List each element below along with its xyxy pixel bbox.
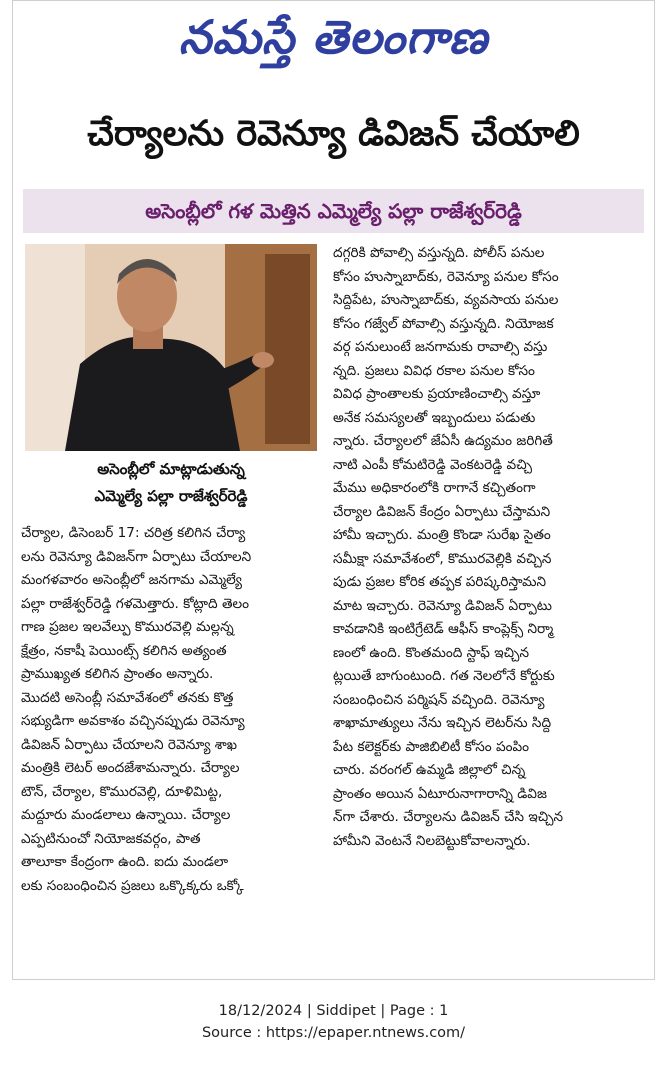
photo-caption-line: అసెంబ్లీలో మాట్లాడుతున్న: [97, 460, 245, 478]
newspaper-clipping: [12, 0, 655, 980]
body-line: శాఖామాత్యులు నేను ఇచ్చిన లెటర్‌ను సిద్ది: [333, 715, 552, 731]
body-line: మాట ఇచ్చారు. రెవెన్యూ డివిజన్ ఏర్పాటు: [333, 597, 552, 614]
body-line: మేము అధికారంలోకి రాగానే కచ్చితంగా: [333, 480, 536, 496]
footer-date-line: 18/12/2024 | Siddipet | Page : 1: [218, 1003, 449, 1019]
article-body-left-column: [21, 522, 321, 898]
newspaper-masthead-logo: నమస్తే తెలంగాణ: [178, 10, 489, 64]
body-line: పల్లా రాజేశ్వర్‌రెడ్డి గళమెత్తారు. కోట్లాది తెలం: [21, 595, 250, 612]
body-line: అనేక సమస్యలతో ఇబ్బందులు పడుతు: [333, 409, 536, 426]
body-line: గాణ ప్రజల ఇలవేల్పు కొమురవెల్లి మల్లన్న: [21, 619, 234, 635]
body-line: చేర్యాల, డిసెంబర్ 17: చరిత్ర కలిగిన చేర్యా: [21, 525, 246, 541]
body-line: మొదటి అసెంబ్లీ సమావేశంలో తనకు కొత్త: [21, 689, 234, 706]
body-line: టౌన్, చేర్యాల, కొమురవెల్లి, దూళిమిట్ట,: [21, 783, 223, 800]
body-line: సిద్దిపేట, హుస్నాబాద్‌కు, వ్యవసాయ పనుల: [333, 292, 559, 308]
body-line: క్షేత్రం, నకాషీ పెయింట్స్ కలిగిన అత్యంత: [21, 642, 227, 659]
body-line: కోసం గజ్వేల్ పోవాల్సి వస్తున్నది. నియోజక: [333, 315, 554, 332]
article-subheadline: అసెంబ్లీలో గళ మెత్తిన ఎమ్మెల్యే పల్లా రాజేశ్వర్‌రెడ్డి: [23, 189, 644, 233]
body-line: సభ్యుడిగా అవకాశం వచ్చినప్పుడు రెవెన్యూ: [21, 713, 245, 729]
photo-caption: [25, 456, 317, 510]
body-line: చారు. వరంగల్ ఉమ్మడి జిల్లాలో చిన్న: [333, 762, 526, 778]
body-line: సంబంధించిన పర్మిషన్ వచ్చింది. రెవెన్యూ: [333, 691, 545, 708]
body-line: పుడు ప్రజల కోరిక తప్పక పరిష్కరిస్తామని: [333, 574, 546, 590]
body-line: దగ్గరికి పోవాల్సి వస్తున్నది. పోలీస్ పనుల: [333, 245, 545, 261]
body-line: ణంలో ఉంది. కొంతమంది స్టాఫ్ ఇచ్చిన: [333, 644, 529, 661]
body-line: లను రెవెన్యూ డివిజన్‌గా ఏర్పాటు చేయాలని: [21, 548, 252, 565]
body-line: న్‌గా చేశారు. చేర్యాలను డివిజన్ చేసి ఇచ్చిన: [333, 809, 564, 825]
body-line: కావడానికి ఇంటిగ్రేటెడ్ ఆఫీస్ కాంప్లెక్స్ నిర్మా: [333, 621, 554, 637]
body-line: హామీ ఇచ్చారు. మంత్రి కొండా సురేఖ సైతం: [333, 527, 551, 543]
photo-caption-line: ఎమ్మెల్యే పల్లా రాజేశ్వర్‌రెడ్డి: [94, 487, 248, 505]
body-line: ట్లయితే బాగుంటుంది. గత నెలలోనే కోర్టుకు: [333, 668, 555, 684]
body-line: డివిజన్ ఏర్పాటు చేయాలని రెవెన్యూ శాఖ: [21, 736, 238, 753]
body-line: మంగళవారం అసెంబ్లీలో జనగామ ఎమ్మెల్యే: [21, 572, 242, 588]
body-line: లకు సంబంధించిన ప్రజలు ఒక్కొక్కరు ఒక్కో: [21, 877, 244, 894]
body-line: ప్రాంతం అయిన ఏటూరునాగారాన్ని డివిజ: [333, 785, 547, 802]
speaker-photo-icon: [25, 244, 317, 451]
body-line: కోసం హుస్నాబాద్‌కు, రెవెన్యూ పనుల కోసం: [333, 268, 559, 285]
body-line: చేర్యాల డివిజన్ కేంద్రం ఏర్పాటు చేస్తామని: [333, 503, 551, 520]
body-line: న్నారు. చేర్యాలలో జేఏసీ ఉద్యమం జరిగితే: [333, 433, 553, 449]
body-line: సమీక్షా సమావేశంలో, కొమురవెల్లికి వచ్చిన: [333, 550, 552, 567]
body-line: మంత్రికి లెటర్ అందజేశామన్నారు. చేర్యాల: [21, 760, 240, 776]
body-line: హామీని వెంటనే నిలబెట్టుకోవాలన్నారు.: [333, 832, 531, 849]
body-line: నాటి ఎంపీ కోమటిరెడ్డి వెంకటరెడ్డి వచ్చి: [333, 456, 533, 473]
body-line: ఎప్పటినుంచో నియోజకవర్గం, పాత: [21, 830, 201, 847]
body-line: మద్దూరు మండలాలు ఉన్నాయి. చేర్యాల: [21, 807, 231, 823]
body-line: న్నది. ప్రజలు వివిధ రకాల పనుల కోసం: [333, 362, 535, 379]
body-line: వివిధ ప్రాంతాలకు ప్రయాణించాల్సి వస్తూ: [333, 386, 541, 402]
body-line: వర్గ పనులుంటే జనగామకు రావాల్సి వస్తు: [333, 339, 548, 355]
article-headline: చేర్యాలను రెవెన్యూ డివిజన్ చేయాలి: [87, 114, 580, 154]
article-photo: [25, 244, 317, 451]
footer-source-line: Source : https://epaper.ntnews.com/: [201, 1025, 466, 1041]
body-line: తాలూకా కేంద్రంగా ఉంది. ఐదు మండలా: [21, 854, 229, 870]
article-body-right-column: [333, 242, 647, 853]
body-line: పేట కలెక్టర్‌కు పాజిబిలిటీ కోసం పంపిం: [333, 738, 530, 755]
body-line: ప్రాముఖ్యత కలిగిన ప్రాంతం అన్నారు.: [21, 666, 214, 682]
